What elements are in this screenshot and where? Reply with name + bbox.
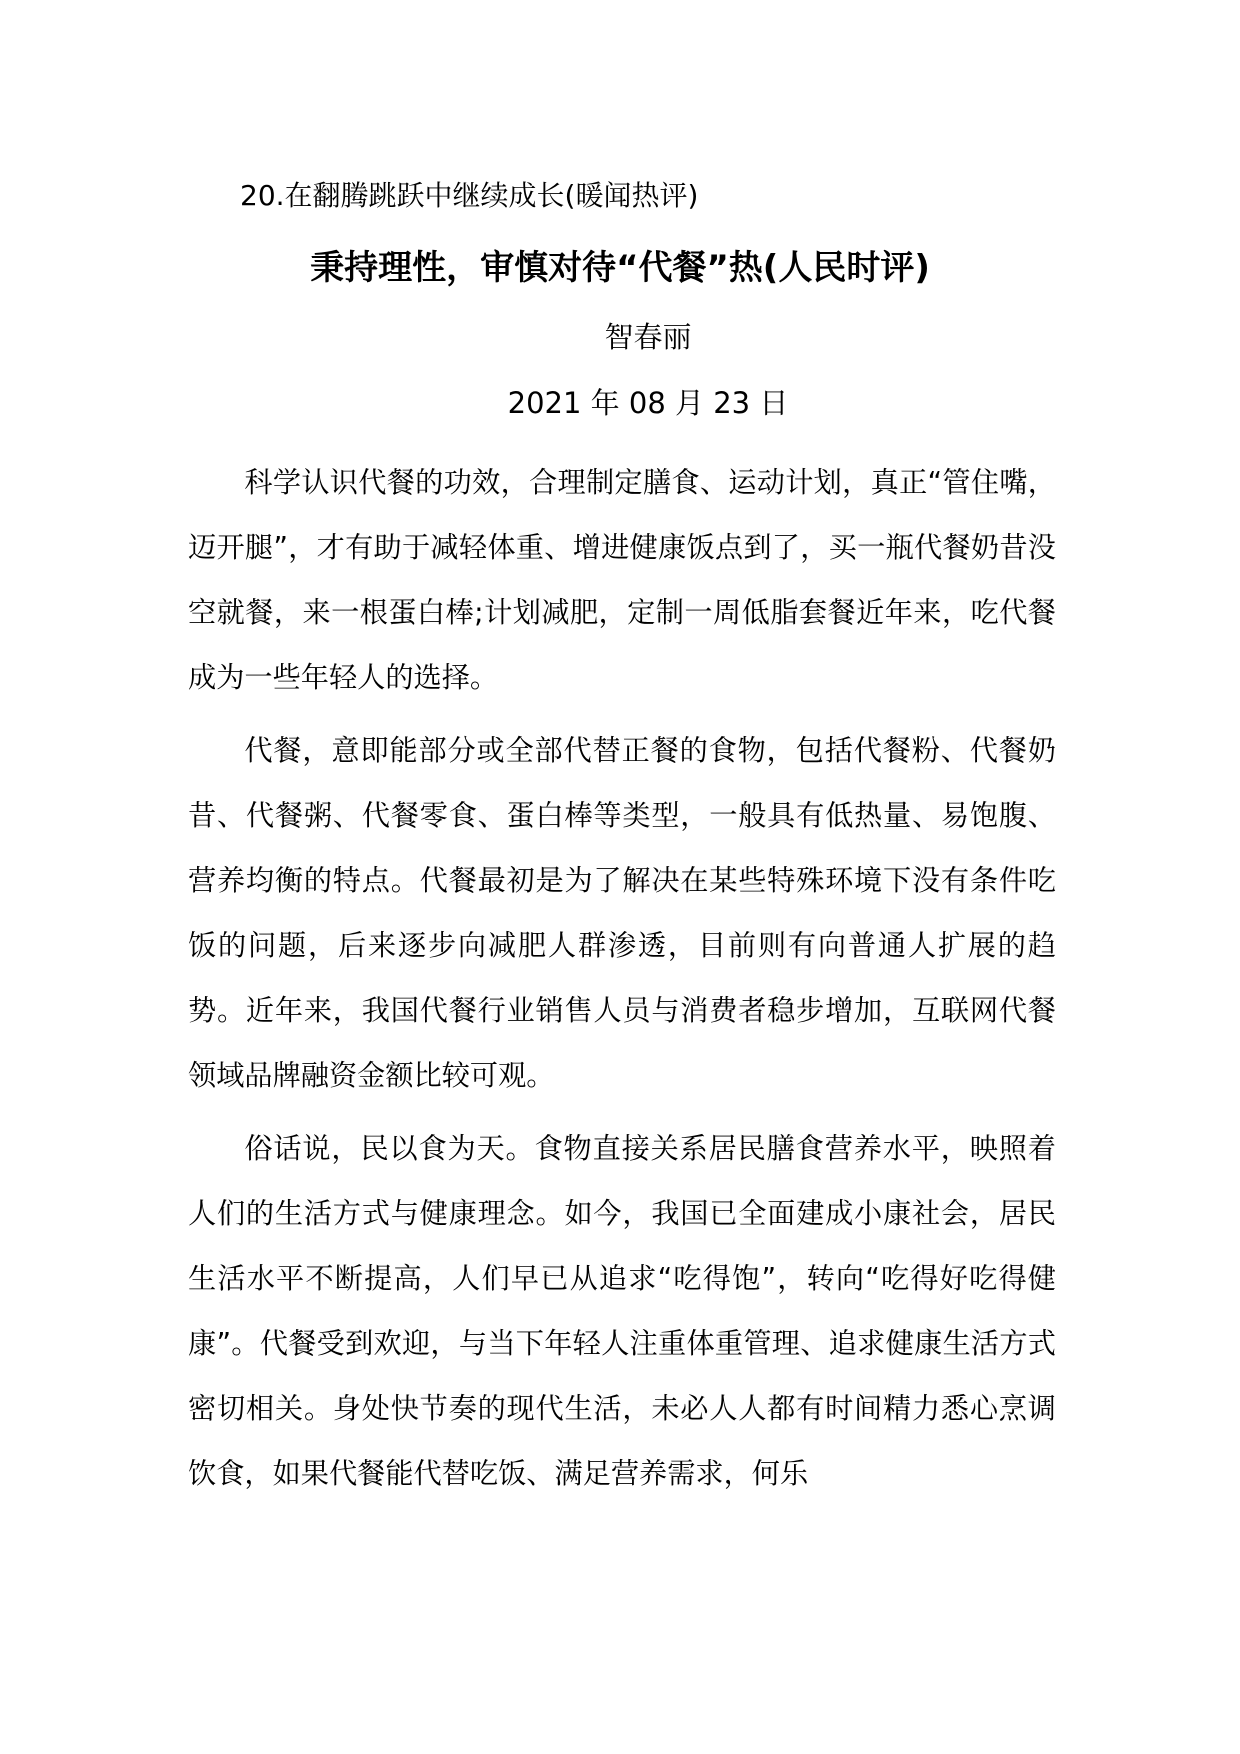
series-heading: 20.在翻腾跳跃中继续成长(暖闻热评) [240, 179, 699, 212]
article-body [188, 450, 1056, 1514]
paragraph: 代餐，意即能部分或全部代替正餐的食物，包括代餐粉、代餐奶昔、代餐粥、代餐零食、蛋白棒等类型，一般具有低热量、易饱腹、营养均衡的特点。代餐最初是为了解决在某些特殊环境下没有条件吃饭的问题，后来逐步向减肥人群渗透，目前则有向普通人扩展的趋势。近年来，我国代餐行业销售人员与消费者稳步增加，互联网代餐领域品牌融资金额比较可观。 [188, 734, 1056, 1092]
author-name: 智春丽 [604, 320, 692, 354]
publish-date: 2021 年 08 月 23 日 [507, 386, 789, 420]
paragraph: 科学认识代餐的功效，合理制定膳食、运动计划，真正“管住嘴，迈开腿”，才有助于减轻体重、增进健康饭点到了，买一瓶代餐奶昔没空就餐，来一根蛋白棒;计划减肥，定制一周低脂套餐近年来，吃代餐成为一些年轻人的选择。 [188, 466, 1056, 694]
paragraph: 俗话说，民以食为天。食物直接关系居民膳食营养水平，映照着人们的生活方式与健康理念。如今，我国已全面建成小康社会，居民生活水平不断提高，人们早已从追求“吃得饱”，转向“吃得好吃得健康”。代餐受到欢迎，与当下年轻人注重体重管理、追求健康生活方式密切相关。身处快节奏的现代生活，未必人人都有时间精力悉心烹调饮食，如果代餐能代替吃饭、满足营养需求，何乐 [188, 1132, 1056, 1490]
article-title: 秉持理性，审慎对待“代餐”热(人民时评) [310, 248, 930, 288]
